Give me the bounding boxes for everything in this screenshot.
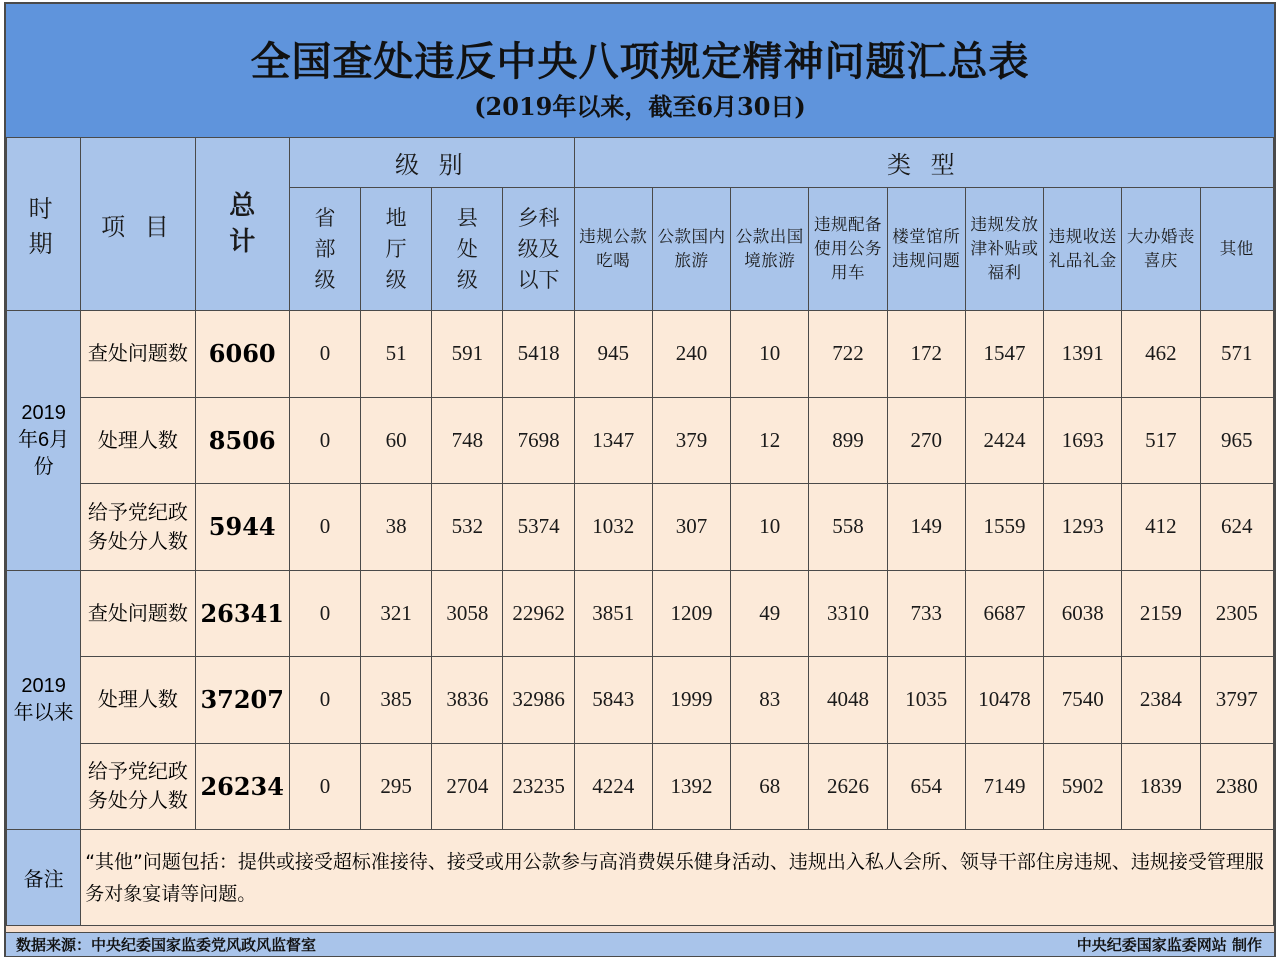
value-cell: 12 — [731, 397, 809, 484]
table-row — [7, 657, 1274, 744]
total-value: 26234 — [195, 743, 289, 830]
value-cell: 1391 — [1044, 311, 1122, 398]
value-cell: 49 — [731, 570, 809, 657]
type-header-label: 其他 — [1219, 239, 1254, 258]
type-header-label: 违规收送礼品礼金 — [1048, 227, 1117, 270]
producer-credit: 中央纪委国家监委网站 制作 — [1076, 936, 1262, 954]
value-cell: 10 — [731, 311, 809, 398]
value-cell: 517 — [1122, 397, 1200, 484]
value-cell: 6038 — [1044, 570, 1122, 657]
type-header-label: 大办婚丧喜庆 — [1126, 227, 1195, 270]
type-header — [574, 188, 652, 311]
value-cell: 51 — [361, 311, 432, 398]
type-header — [731, 188, 809, 311]
type-header — [965, 188, 1043, 311]
type-group-header: 类 型 — [574, 138, 1273, 188]
value-cell: 6687 — [965, 570, 1043, 657]
value-cell: 2626 — [809, 743, 887, 830]
value-cell: 1999 — [652, 657, 730, 744]
level-group-header: 级 别 — [289, 138, 574, 188]
value-cell: 2424 — [965, 397, 1043, 484]
value-cell: 4224 — [574, 743, 652, 830]
value-cell: 0 — [289, 657, 360, 744]
table-row — [7, 484, 1274, 571]
value-cell: 945 — [574, 311, 652, 398]
item-cell — [81, 570, 195, 657]
value-cell: 385 — [361, 657, 432, 744]
table-row — [7, 743, 1274, 830]
type-header-label: 违规公款吃喝 — [579, 227, 648, 270]
item-header: 项 目 — [81, 138, 195, 311]
type-header-label: 违规配备使用公务用车 — [813, 215, 882, 282]
type-header-label: 公款出国境旅游 — [735, 227, 804, 270]
period-cell — [7, 311, 81, 571]
summary-sheet — [4, 2, 1276, 957]
value-cell: 83 — [731, 657, 809, 744]
value-cell: 0 — [289, 743, 360, 830]
level-header — [361, 188, 432, 311]
item-cell — [81, 657, 195, 744]
value-cell: 38 — [361, 484, 432, 571]
value-cell: 307 — [652, 484, 730, 571]
table-row — [7, 570, 1274, 657]
value-cell: 2159 — [1122, 570, 1200, 657]
item-label: 给予党纪政务处分人数 — [87, 759, 188, 813]
value-cell: 0 — [289, 484, 360, 571]
value-cell: 591 — [432, 311, 503, 398]
total-header — [195, 138, 289, 311]
value-cell: 3836 — [432, 657, 503, 744]
period-header: 时 期 — [7, 138, 81, 311]
value-cell: 4048 — [809, 657, 887, 744]
value-cell: 3851 — [574, 570, 652, 657]
item-cell — [81, 311, 195, 398]
type-header-label: 楼堂馆所违规问题 — [892, 227, 961, 270]
total-value: 5944 — [195, 484, 289, 571]
total-value: 8506 — [195, 397, 289, 484]
value-cell: 2380 — [1200, 743, 1273, 830]
value-cell: 0 — [289, 397, 360, 484]
value-cell: 2704 — [432, 743, 503, 830]
table-row — [7, 397, 1274, 484]
item-label: 处理人数 — [97, 427, 178, 452]
note-row — [7, 830, 1274, 926]
item-label: 处理人数 — [97, 687, 178, 712]
value-cell: 0 — [289, 311, 360, 398]
value-cell: 172 — [887, 311, 965, 398]
value-cell: 624 — [1200, 484, 1273, 571]
total-value: 26341 — [195, 570, 289, 657]
value-cell: 10 — [731, 484, 809, 571]
value-cell: 1347 — [574, 397, 652, 484]
item-cell — [81, 743, 195, 830]
type-header-label: 公款国内旅游 — [657, 227, 726, 270]
value-cell: 5843 — [574, 657, 652, 744]
value-cell: 240 — [652, 311, 730, 398]
value-cell: 558 — [809, 484, 887, 571]
item-label: 给予党纪政务处分人数 — [87, 499, 188, 553]
type-header-label: 违规发放津补贴或福利 — [970, 215, 1039, 282]
value-cell: 295 — [361, 743, 432, 830]
value-cell: 1693 — [1044, 397, 1122, 484]
value-cell: 654 — [887, 743, 965, 830]
value-cell: 5902 — [1044, 743, 1122, 830]
value-cell: 1032 — [574, 484, 652, 571]
value-cell: 0 — [289, 570, 360, 657]
data-source: 数据来源：中央纪委国家监委党风政风监督室 — [16, 936, 317, 954]
value-cell: 7149 — [965, 743, 1043, 830]
value-cell: 7698 — [503, 397, 574, 484]
type-header — [809, 188, 887, 311]
value-cell: 1547 — [965, 311, 1043, 398]
type-header — [1122, 188, 1200, 311]
value-cell: 1293 — [1044, 484, 1122, 571]
value-cell: 412 — [1122, 484, 1200, 571]
period-label: 2019年以来 — [13, 674, 74, 724]
period-label: 2019年6月份 — [18, 401, 70, 478]
title-band — [6, 4, 1274, 139]
value-cell: 5418 — [503, 311, 574, 398]
item-label: 查处问题数 — [87, 341, 188, 366]
value-cell: 23235 — [503, 743, 574, 830]
type-header — [1200, 188, 1273, 311]
value-cell: 2384 — [1122, 657, 1200, 744]
type-header — [1044, 188, 1122, 311]
value-cell: 571 — [1200, 311, 1273, 398]
level-header — [503, 188, 574, 311]
item-cell — [81, 484, 195, 571]
value-cell: 68 — [731, 743, 809, 830]
footer-bar — [6, 932, 1274, 956]
summary-table — [6, 137, 1274, 926]
item-cell — [81, 397, 195, 484]
value-cell: 22962 — [503, 570, 574, 657]
value-cell: 2305 — [1200, 570, 1273, 657]
item-label: 查处问题数 — [87, 600, 188, 625]
value-cell: 270 — [887, 397, 965, 484]
value-cell: 321 — [361, 570, 432, 657]
level-header-label: 乡科级及以下 — [517, 205, 560, 292]
period-cell — [7, 570, 81, 830]
value-cell: 3310 — [809, 570, 887, 657]
value-cell: 60 — [361, 397, 432, 484]
value-cell: 379 — [652, 397, 730, 484]
value-cell: 3797 — [1200, 657, 1273, 744]
value-cell: 532 — [432, 484, 503, 571]
table-title: 全国查处违反中央八项规定精神问题汇总表 — [250, 38, 1030, 85]
level-header — [432, 188, 503, 311]
level-header — [289, 188, 360, 311]
value-cell: 1559 — [965, 484, 1043, 571]
value-cell: 149 — [887, 484, 965, 571]
value-cell: 3058 — [432, 570, 503, 657]
value-cell: 1839 — [1122, 743, 1200, 830]
level-header-label: 地厅级 — [385, 205, 407, 292]
value-cell: 748 — [432, 397, 503, 484]
value-cell: 10478 — [965, 657, 1043, 744]
value-cell: 965 — [1200, 397, 1273, 484]
level-header-label: 省部级 — [314, 205, 336, 292]
value-cell: 7540 — [1044, 657, 1122, 744]
total-header-label: 总计 — [229, 191, 256, 257]
value-cell: 899 — [809, 397, 887, 484]
type-header — [652, 188, 730, 311]
value-cell: 1209 — [652, 570, 730, 657]
level-header-label: 县处级 — [456, 205, 478, 292]
value-cell: 32986 — [503, 657, 574, 744]
note-label: 备注 — [7, 830, 81, 926]
table-subtitle: (2019年以来，截至6月30日) — [474, 92, 806, 121]
total-value: 37207 — [195, 657, 289, 744]
table-row — [7, 311, 1274, 398]
value-cell: 1392 — [652, 743, 730, 830]
value-cell: 722 — [809, 311, 887, 398]
value-cell: 733 — [887, 570, 965, 657]
type-header — [887, 188, 965, 311]
total-value: 6060 — [195, 311, 289, 398]
value-cell: 5374 — [503, 484, 574, 571]
value-cell: 462 — [1122, 311, 1200, 398]
note-text: “其他”问题包括：提供或接受超标准接待、接受或用公款参与高消费娱乐健身活动、违规出入私人会所、领导干部住房违规、违规接受管理服务对象宴请等问题。 — [81, 830, 1274, 926]
value-cell: 1035 — [887, 657, 965, 744]
